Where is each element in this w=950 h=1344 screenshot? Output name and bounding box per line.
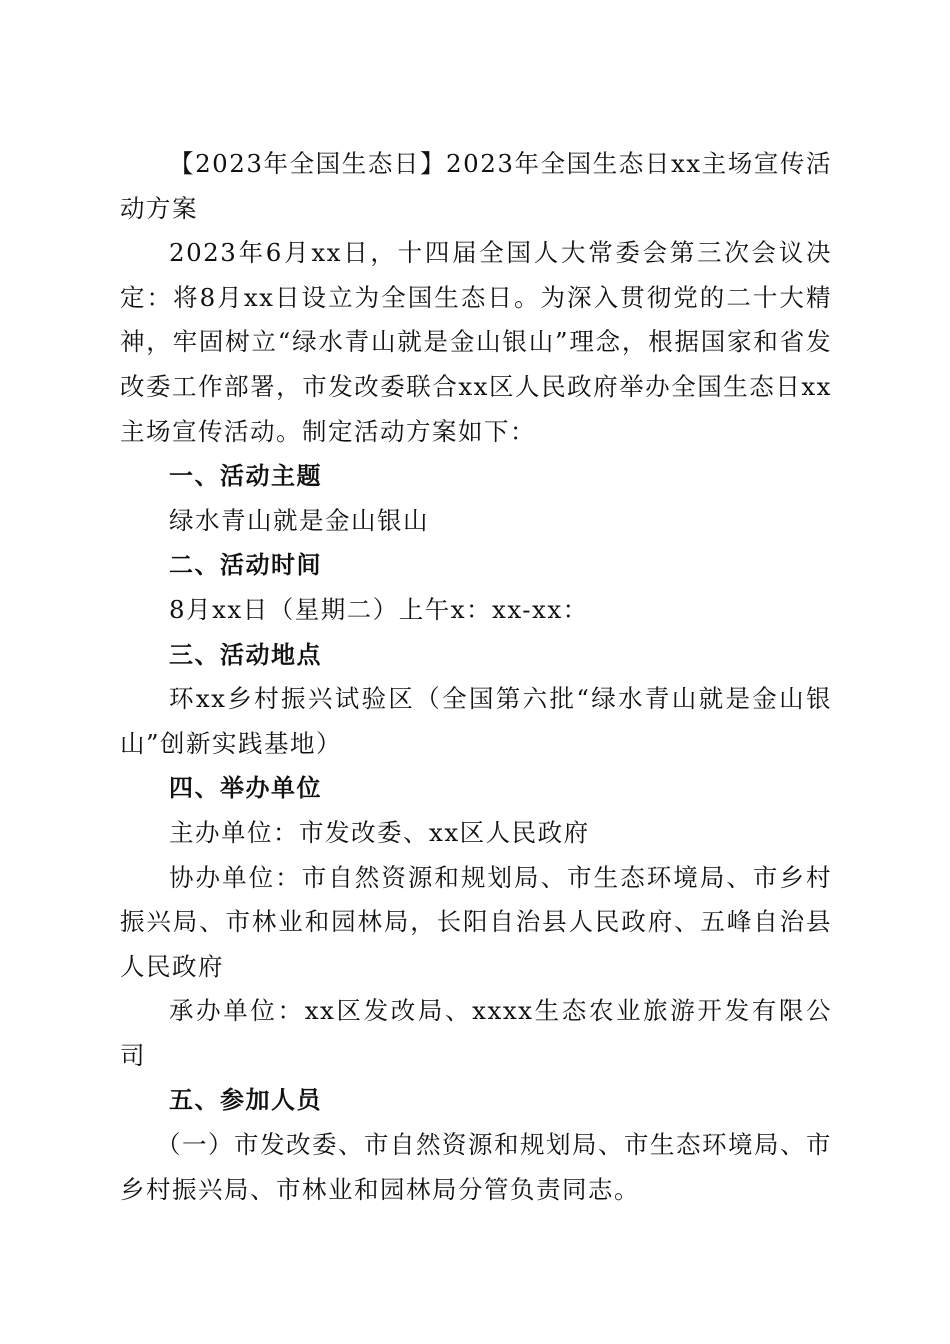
undertaking-units-text: 承办单位：xx区发改局、xxxx生态农业旅游开发有限公司 [120, 996, 832, 1070]
host-units-text: 主办单位：市发改委、xx区人民政府 [169, 817, 590, 847]
section-participants [120, 1078, 832, 1212]
section-organizers [120, 766, 832, 1078]
theme-text: 绿水青山就是金山银山 [169, 505, 429, 535]
section-heading: 四、举办单位 [169, 774, 322, 803]
section-heading: 一、活动主题 [169, 462, 322, 491]
section-heading: 三、活动地点 [169, 640, 322, 669]
document-body [120, 142, 832, 1212]
co-organizer-units-text: 协办单位：市自然资源和规划局、市生态环境局、市乡村振兴局、市林业和园林局，长阳自治县人民政府、五峰自治县人民政府 [120, 862, 832, 981]
section-time [120, 543, 832, 632]
section-heading: 五、参加人员 [169, 1086, 322, 1115]
section-location [120, 633, 832, 767]
location-text: 环xx乡村振兴试验区（全国第六批“绿水青山就是金山银山”创新实践基地） [120, 684, 832, 758]
participants-item-1: （一）市发改委、市自然资源和规划局、市生态环境局、市乡村振兴局、市林业和园林局分管负责同志。 [120, 1130, 832, 1204]
time-text: 8月xx日（星期二）上午x：xx-xx： [169, 594, 589, 624]
section-theme [120, 454, 832, 543]
document-title: 【2023年全国生态日】2023年全国生态日xx主场宣传活动方案 [120, 149, 832, 223]
intro-paragraph: 2023年6月xx日，十四届全国人大常委会第三次会议决定：将8月xx日设立为全国生态日。为深入贯彻党的二十大精神，牢固树立“绿水青山就是金山银山”理念，根据国家和省发改委工作部署，市发改委联合xx区人民政府举办全国生态日xx主场宣传活动。制定活动方案如下： [120, 238, 832, 446]
section-heading: 二、活动时间 [169, 551, 322, 580]
